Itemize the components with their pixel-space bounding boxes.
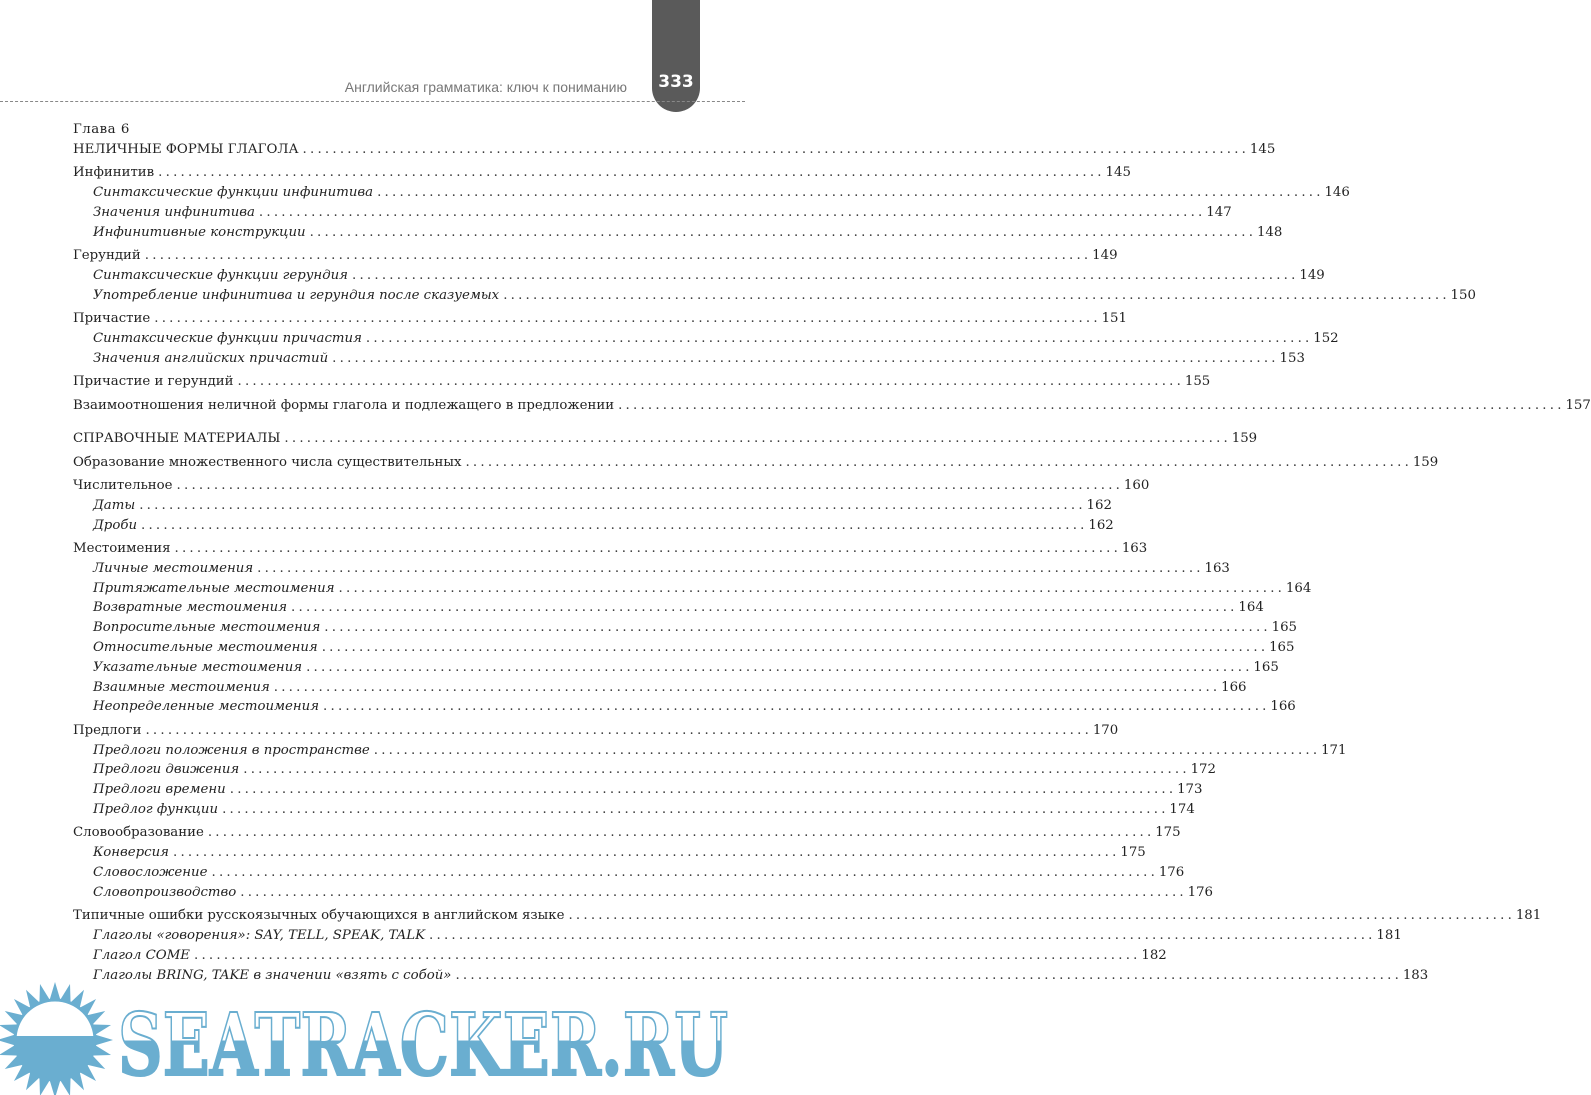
entry-page-number: 181 bbox=[1515, 908, 1542, 924]
entry-page-number: 151 bbox=[1101, 311, 1127, 327]
toc-group bbox=[73, 246, 1476, 305]
toc-subentry[interactable] bbox=[73, 638, 1295, 658]
toc-group bbox=[73, 906, 1542, 985]
dot-leader bbox=[211, 863, 1154, 883]
toc-group bbox=[73, 396, 1591, 416]
dot-leader bbox=[194, 946, 1137, 966]
toc-subentry[interactable] bbox=[73, 966, 1429, 986]
toc-subentry[interactable] bbox=[73, 658, 1279, 678]
entry-title: Конверсия bbox=[93, 845, 169, 861]
running-title: Английская грамматика: ключ к пониманию bbox=[344, 79, 627, 95]
dot-leader bbox=[240, 883, 1183, 903]
entry-title: Местоимения bbox=[73, 541, 171, 557]
entry-page-number: 163 bbox=[1204, 560, 1230, 576]
toc-group bbox=[73, 140, 1276, 160]
toc-group bbox=[73, 372, 1211, 392]
entry-page-number: 174 bbox=[1169, 802, 1195, 818]
toc-entry[interactable] bbox=[73, 309, 1127, 329]
dot-leader bbox=[377, 183, 1320, 203]
entry-title: Глагол COME bbox=[93, 947, 191, 963]
entry-title: Причастие bbox=[73, 311, 151, 327]
entry-page-number: 146 bbox=[1324, 185, 1350, 201]
toc-group bbox=[73, 453, 1439, 473]
entry-title: Синтаксические функции инфинитива bbox=[93, 185, 374, 201]
toc-subentry[interactable] bbox=[73, 800, 1195, 820]
toc-group bbox=[73, 309, 1339, 368]
toc-subentry[interactable] bbox=[73, 618, 1298, 638]
entry-page-number: 155 bbox=[1184, 374, 1211, 390]
toc-group bbox=[73, 429, 1258, 449]
entry-page-number: 164 bbox=[1238, 600, 1264, 616]
table-of-contents bbox=[73, 120, 1591, 985]
entry-page-number: 182 bbox=[1141, 947, 1167, 963]
entry-title: Даты bbox=[93, 497, 136, 513]
dot-leader bbox=[568, 906, 1511, 926]
toc-subentry[interactable] bbox=[73, 559, 1230, 579]
toc-subentry[interactable] bbox=[73, 598, 1264, 618]
toc-subentry[interactable] bbox=[73, 863, 1185, 883]
entry-title: Взаимоотношения неличной формы глагола и подлежащего в предложении bbox=[73, 397, 615, 413]
toc-subentry[interactable] bbox=[73, 760, 1216, 780]
dot-leader bbox=[208, 823, 1151, 843]
entry-title: Предлоги положения в пространстве bbox=[93, 742, 370, 758]
entry-title: Возвратные местоимения bbox=[93, 600, 288, 616]
dot-leader bbox=[332, 349, 1275, 369]
entry-title: Взаимные местоимения bbox=[93, 679, 270, 695]
entry-page-number: 172 bbox=[1190, 762, 1216, 778]
entry-title: Вопросительные местоимения bbox=[93, 620, 321, 636]
entry-title: Синтаксические функции причастия bbox=[93, 330, 362, 346]
entry-page-number: 181 bbox=[1376, 928, 1402, 944]
toc-entry[interactable] bbox=[73, 429, 1258, 449]
toc-entry[interactable] bbox=[73, 823, 1181, 843]
entry-page-number: 145 bbox=[1105, 165, 1131, 181]
entry-title: Образование множественного числа существительных bbox=[73, 454, 462, 470]
dot-leader bbox=[323, 697, 1266, 717]
entry-title: Указательные местоимения bbox=[93, 659, 303, 675]
entry-page-number: 175 bbox=[1155, 825, 1181, 841]
toc-entry[interactable] bbox=[73, 372, 1211, 392]
entry-page-number: 150 bbox=[1450, 287, 1476, 303]
dot-leader bbox=[291, 598, 1234, 618]
entry-page-number: 159 bbox=[1412, 454, 1439, 470]
entry-page-number: 165 bbox=[1253, 659, 1279, 675]
toc-subentry[interactable] bbox=[73, 266, 1325, 286]
entry-title: Герундий bbox=[73, 248, 141, 264]
entry-page-number: 165 bbox=[1271, 620, 1298, 636]
dot-leader bbox=[274, 678, 1217, 698]
watermark-logo bbox=[0, 985, 745, 1095]
toc-subentry[interactable] bbox=[73, 883, 1214, 903]
entry-title: Предлог функции bbox=[93, 802, 219, 818]
toc-group bbox=[73, 539, 1312, 717]
entry-page-number: 170 bbox=[1092, 722, 1119, 738]
entry-page-number: 162 bbox=[1088, 517, 1114, 533]
entry-title: Значения инфинитива bbox=[93, 204, 255, 220]
toc-subentry[interactable] bbox=[73, 780, 1203, 800]
entry-page-number: 162 bbox=[1086, 497, 1112, 513]
toc-subentry[interactable] bbox=[73, 496, 1112, 516]
dot-leader bbox=[303, 140, 1246, 160]
toc-entry[interactable] bbox=[73, 246, 1118, 266]
watermark-text: SEATRACKER.RU bbox=[118, 995, 728, 1095]
toc-entry[interactable] bbox=[73, 539, 1148, 559]
entry-page-number: 145 bbox=[1249, 142, 1276, 157]
entry-title: Типичные ошибки русскоязычных обучающихся в английском языке bbox=[73, 908, 565, 924]
entry-page-number: 183 bbox=[1402, 967, 1429, 983]
dot-leader bbox=[618, 396, 1561, 416]
entry-page-number: 160 bbox=[1123, 478, 1150, 494]
page-number-tab bbox=[652, 0, 700, 112]
entry-page-number: 147 bbox=[1206, 204, 1232, 220]
dot-leader bbox=[455, 966, 1398, 986]
dot-leader bbox=[503, 286, 1446, 306]
entry-page-number: 149 bbox=[1092, 248, 1118, 264]
toc-group bbox=[73, 476, 1150, 535]
entry-page-number: 176 bbox=[1187, 884, 1214, 900]
entry-page-number: 164 bbox=[1285, 580, 1312, 596]
header-divider bbox=[0, 101, 745, 102]
entry-title: Употребление инфинитива и герундия после сказуемых bbox=[93, 287, 500, 303]
toc-entry[interactable] bbox=[73, 721, 1119, 741]
entry-page-number: 149 bbox=[1299, 267, 1325, 283]
entry-title: Причастие и герундий bbox=[73, 374, 234, 390]
toc-subentry[interactable] bbox=[73, 843, 1146, 863]
dot-leader bbox=[141, 516, 1084, 536]
entry-title: НЕЛИЧНЫЕ ФОРМЫ ГЛАГОЛА bbox=[73, 142, 299, 157]
toc-subentry[interactable] bbox=[73, 946, 1167, 966]
entry-page-number: 166 bbox=[1221, 679, 1247, 695]
toc-subentry[interactable] bbox=[73, 926, 1402, 946]
entry-page-number: 176 bbox=[1158, 865, 1185, 881]
dot-leader bbox=[145, 721, 1088, 741]
entry-title: Синтаксические функции герундия bbox=[93, 267, 348, 283]
entry-title: Относительные местоимения bbox=[93, 640, 318, 656]
entry-title: Неопределенные местоимения bbox=[93, 699, 320, 715]
entry-title: Предлоги времени bbox=[93, 782, 226, 798]
entry-title: Словосложение bbox=[93, 865, 208, 881]
dot-leader bbox=[465, 453, 1408, 473]
dot-leader bbox=[243, 760, 1186, 780]
dot-leader bbox=[174, 539, 1117, 559]
entry-page-number: 173 bbox=[1177, 782, 1203, 798]
page-number: 333 bbox=[658, 72, 694, 92]
entry-title: Предлоги движения bbox=[93, 762, 240, 778]
entry-title: Предлоги bbox=[73, 722, 142, 738]
dot-leader bbox=[310, 223, 1253, 243]
toc-subentry[interactable] bbox=[73, 286, 1476, 306]
dot-leader bbox=[230, 780, 1173, 800]
entry-title: Личные местоимения bbox=[93, 560, 254, 576]
toc-entry[interactable] bbox=[73, 140, 1276, 160]
entry-page-number: 159 bbox=[1231, 431, 1258, 447]
entry-title: Числительное bbox=[73, 478, 173, 494]
dot-leader bbox=[145, 246, 1088, 266]
dot-leader bbox=[306, 658, 1249, 678]
entry-page-number: 171 bbox=[1321, 742, 1347, 758]
entry-page-number: 165 bbox=[1269, 640, 1295, 656]
entry-page-number: 163 bbox=[1121, 541, 1148, 557]
dot-leader bbox=[324, 618, 1267, 638]
entry-page-number: 153 bbox=[1279, 350, 1305, 366]
entry-title: Инфинитив bbox=[73, 165, 155, 181]
toc-group bbox=[73, 721, 1347, 820]
toc-entry[interactable] bbox=[73, 453, 1439, 473]
toc-subentry[interactable] bbox=[73, 741, 1347, 761]
chapter-label: Глава 6 bbox=[73, 122, 130, 137]
entry-title: Притяжательные местоимения bbox=[93, 580, 335, 596]
toc-entry[interactable] bbox=[73, 906, 1542, 926]
toc-group bbox=[73, 163, 1350, 242]
entry-page-number: 152 bbox=[1313, 330, 1339, 346]
toc-group bbox=[73, 823, 1214, 902]
toc-subentry[interactable] bbox=[73, 183, 1350, 203]
dot-leader bbox=[339, 579, 1282, 599]
toc-subentry[interactable] bbox=[73, 697, 1296, 717]
toc-subentry[interactable] bbox=[73, 678, 1247, 698]
dot-leader bbox=[322, 638, 1265, 658]
entry-page-number: 166 bbox=[1270, 699, 1296, 715]
toc-subentry[interactable] bbox=[73, 349, 1305, 369]
dot-leader bbox=[374, 741, 1317, 761]
dot-leader bbox=[238, 372, 1181, 392]
dot-leader bbox=[366, 329, 1309, 349]
toc-subentry[interactable] bbox=[73, 579, 1312, 599]
dot-leader bbox=[429, 926, 1372, 946]
entry-page-number: 157 bbox=[1565, 397, 1591, 413]
entry-page-number: 148 bbox=[1256, 224, 1283, 240]
dot-leader bbox=[139, 496, 1082, 516]
dot-leader bbox=[284, 429, 1227, 449]
entry-page-number: 175 bbox=[1120, 845, 1146, 861]
toc-entry[interactable] bbox=[73, 396, 1591, 416]
sun-icon bbox=[0, 982, 113, 1095]
entry-title: Дроби bbox=[93, 517, 138, 533]
entry-title: Словообразование bbox=[73, 825, 204, 841]
toc-subentry[interactable] bbox=[73, 516, 1114, 536]
toc-subentry[interactable] bbox=[73, 223, 1283, 243]
dot-leader bbox=[173, 843, 1116, 863]
dot-leader bbox=[177, 476, 1120, 496]
entry-title: Глаголы BRING, TAKE в значении «взять с собой» bbox=[93, 967, 452, 983]
dot-leader bbox=[222, 800, 1165, 820]
entry-title: СПРАВОЧНЫЕ МАТЕРИАЛЫ bbox=[73, 431, 281, 447]
dot-leader bbox=[154, 309, 1097, 329]
entry-title: Словопроизводство bbox=[93, 884, 237, 900]
entry-title: Глаголы «говорения»: SAY, TELL, SPEAK, TALK bbox=[93, 928, 426, 944]
entry-title: Значения английских причастий bbox=[93, 350, 329, 366]
dot-leader bbox=[259, 203, 1202, 223]
dot-leader bbox=[352, 266, 1295, 286]
dot-leader bbox=[158, 163, 1101, 183]
toc-subentry[interactable] bbox=[73, 203, 1232, 223]
dot-leader bbox=[257, 559, 1200, 579]
toc-entry[interactable] bbox=[73, 476, 1150, 496]
toc-subentry[interactable] bbox=[73, 329, 1339, 349]
entry-title: Инфинитивные конструкции bbox=[93, 224, 306, 240]
toc-entry[interactable] bbox=[73, 163, 1131, 183]
